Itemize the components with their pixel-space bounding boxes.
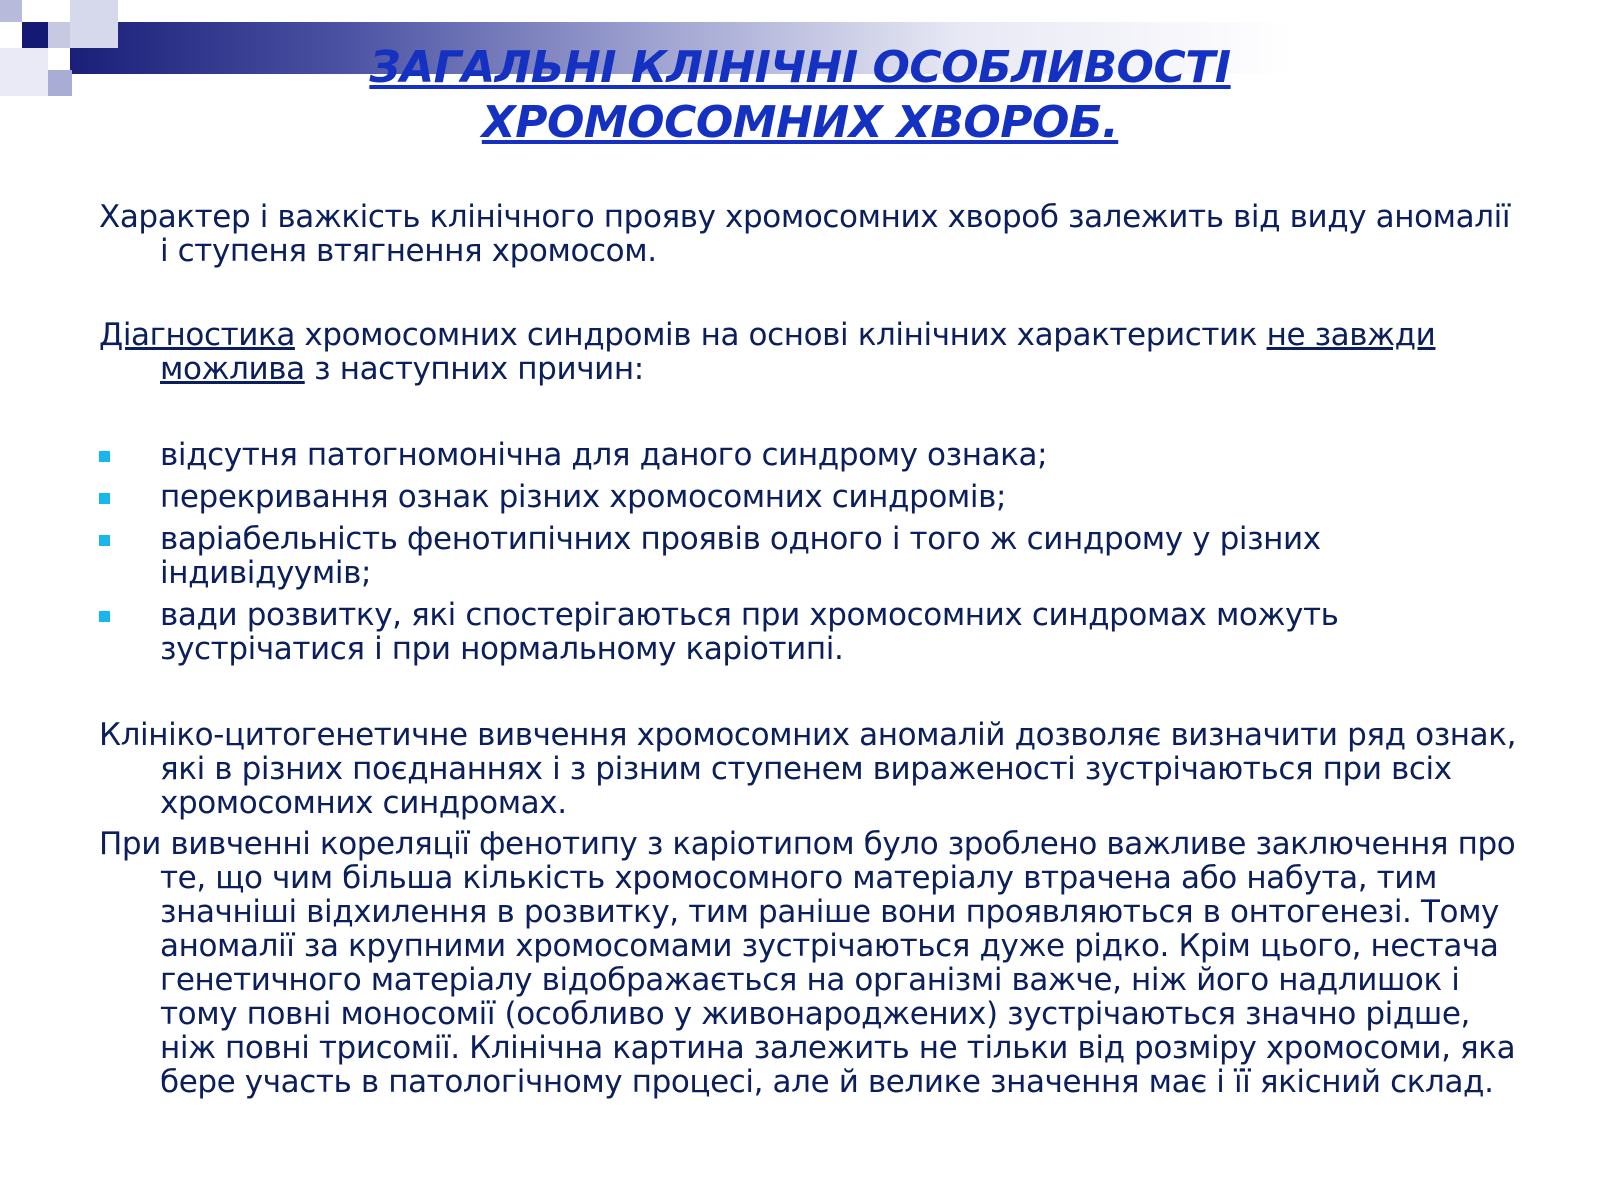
list-item [99, 598, 1519, 666]
slide-title [120, 40, 1480, 150]
list-item [99, 480, 1519, 514]
diagnostics-text: хромосомних синдромів на основі клінічних характеристик [294, 317, 1267, 353]
square-bullet-icon [99, 611, 110, 622]
paragraph-cytogenetic: Клініко-цитогенетичне вивчення хромосомних аномалій дозволяє визначити ряд ознак, які в різних поєднаннях і з різним ступенем вираженості зустрічаються при всіх хромосомних синдромах. [99, 717, 1517, 821]
diagnostics-term: Діагностика [99, 317, 295, 353]
square-bullet-icon [99, 535, 110, 546]
not-always-possible-text: не завжди можлива [160, 317, 1436, 387]
list-item-text: варіабельність фенотипічних проявів одного і того ж синдрому у різних індивідуумів; [160, 521, 1321, 591]
title-line-2: ХРОМОСОМНИХ ХВОРОБ. [481, 97, 1119, 148]
square-bullet-icon [99, 451, 110, 462]
decor-square [48, 22, 70, 48]
decor-square [0, 0, 22, 22]
decor-square [48, 70, 72, 96]
decor-square [22, 22, 48, 48]
square-bullet-icon [99, 493, 110, 504]
paragraph-correlation: При вивченні кореляції фенотипу з каріотипом було зроблено важливе заключення про те, що чим більша кількість хромосомного матеріалу втрачена або набута, тим значніші відхилення в розвитку, тим раніше вони проявляються в онтогенезі. Тому аномалії за крупними хромосомами зустрічаються дуже рідко. Крім цього, нестача генетичного матеріалу відображається на організмі важче, ніж його надлишок і тому повні моносомії (особливо у живонароджених) зустрічаються значно рідше, ніж повні трисомії. Клінічна картина залежить не тільки від розміру хромосоми, яка бере участь в патологічному процесі, але й велике значення має і її якісний склад. [99, 826, 1516, 1100]
list-item-text: перекривання ознак різних хромосомних синдромів; [160, 479, 1007, 515]
paragraph-diagnostics [99, 318, 1519, 386]
title-line-1: ЗАГАЛЬНІ КЛІНІЧНІ ОСОБЛИВОСТІ [369, 42, 1231, 93]
decor-square [48, 0, 70, 22]
decor-square [0, 48, 48, 96]
list-item-text: вади розвитку, які спостерігаються при хромосомних синдромах можуть зустрічатися і при нормальному каріотипі. [160, 597, 1339, 667]
reasons-list [99, 438, 1519, 666]
paragraph-character: Характер і важкість клінічного прояву хромосомних хвороб залежить від виду аномалії і ступеня втягнення хромосом. [99, 199, 1511, 269]
list-item [99, 438, 1519, 472]
list-item-text: відсутня патогномонічна для даного синдрому ознака; [160, 437, 1048, 473]
list-item [99, 522, 1519, 590]
decor-square [70, 0, 118, 48]
slide-body [99, 200, 1519, 1099]
diagnostics-reasons-text: з наступних причин: [304, 351, 644, 387]
